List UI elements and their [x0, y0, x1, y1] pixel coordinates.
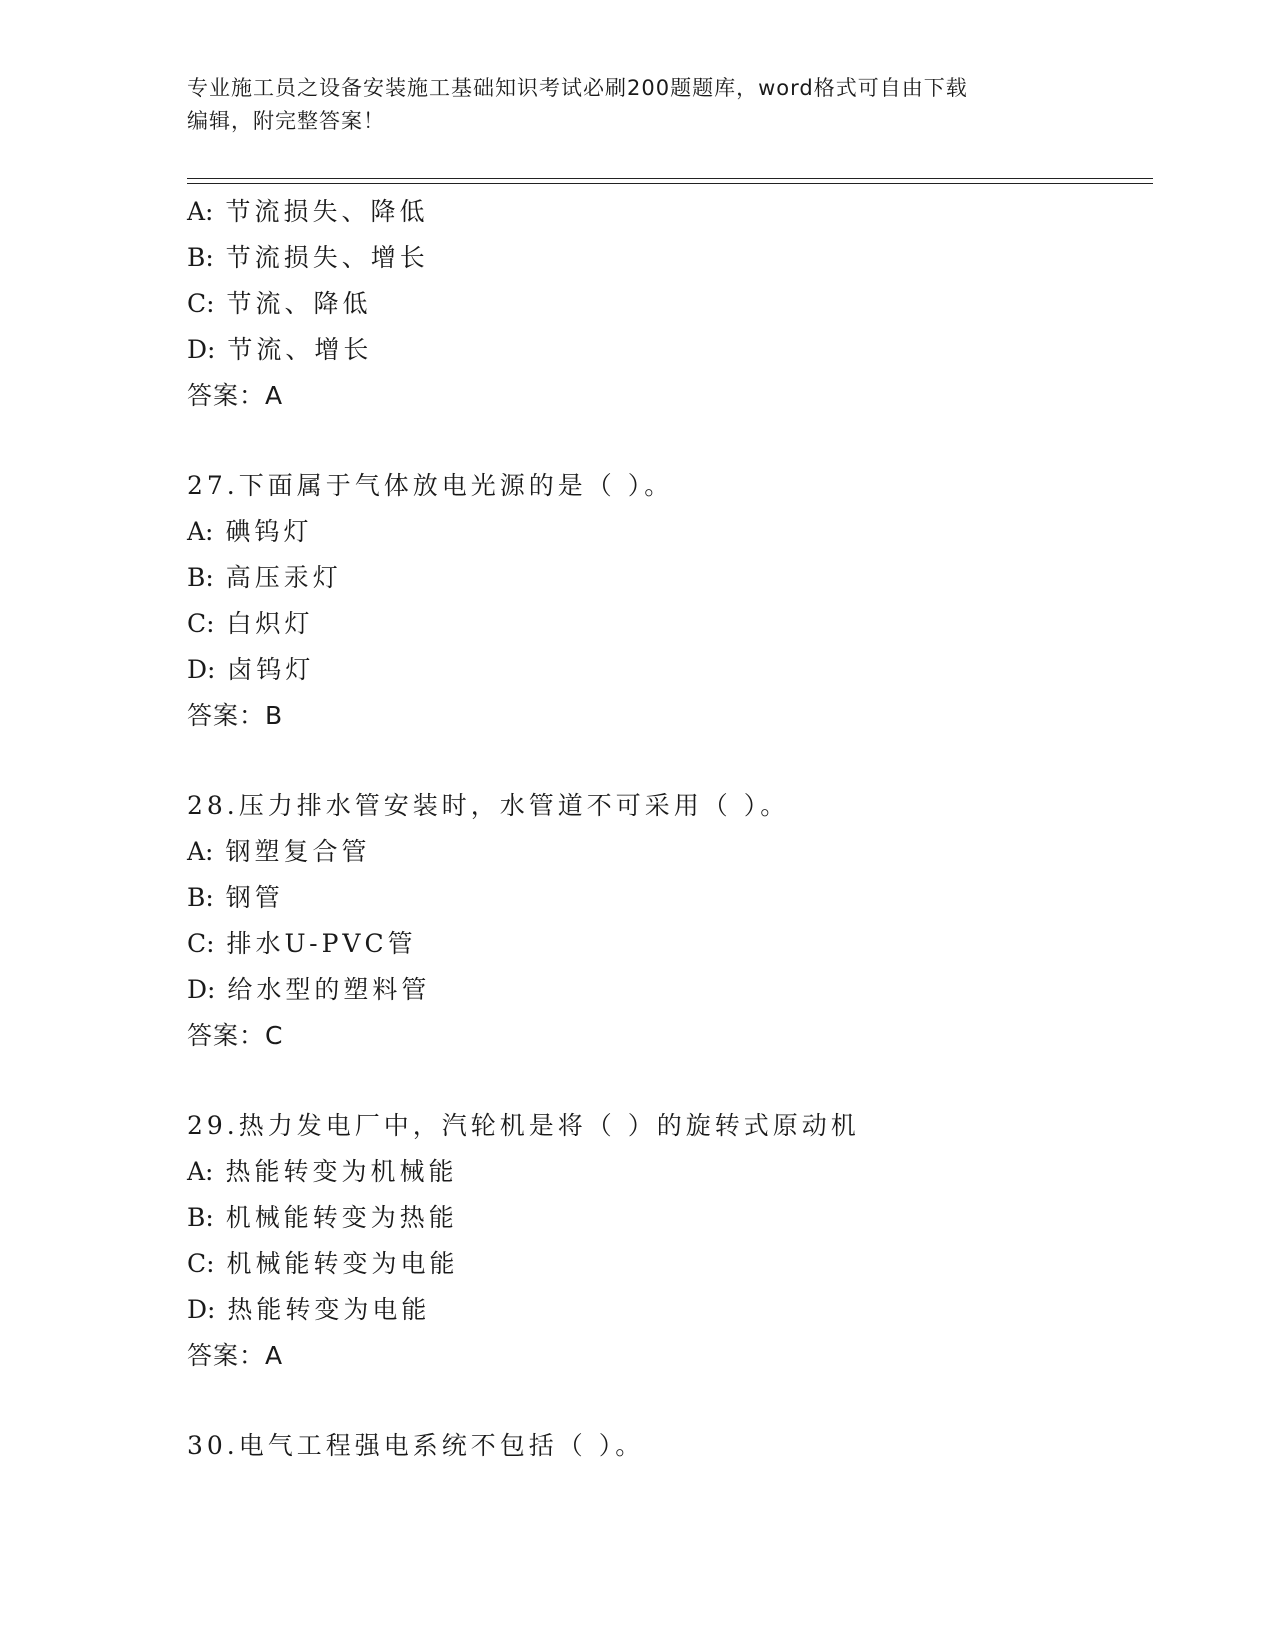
spacer: [187, 739, 1153, 783]
question-27: [187, 463, 1153, 739]
header-divider-top: [187, 178, 1153, 179]
header-line-2: 编辑，附完整答案！: [187, 109, 385, 133]
answer-line: 答案：B: [187, 701, 284, 730]
question-text: 30.电气工程强电系统不包括（ ）。: [187, 1431, 645, 1460]
option-d: D: 卤钨灯: [187, 655, 315, 684]
option-c: C: 机械能转变为电能: [187, 1249, 459, 1278]
answer-line: 答案：C: [187, 1021, 284, 1050]
option-c: C: 白炽灯: [187, 609, 314, 638]
option-d: D: 给水型的塑料管: [187, 975, 431, 1004]
header-divider-bottom: [187, 183, 1153, 184]
option-b: B: 节流损失、增长: [187, 243, 429, 272]
option-a: A: 节流损失、降低: [187, 197, 429, 226]
option-b: B: 钢管: [187, 883, 284, 912]
option-b: B: 机械能转变为热能: [187, 1203, 458, 1232]
question-text: 27.下面属于气体放电光源的是（ ）。: [187, 471, 674, 500]
option-a: A: 钢塑复合管: [187, 837, 371, 866]
option-a: A: 碘钨灯: [187, 517, 313, 546]
option-a: A: 热能转变为机械能: [187, 1157, 458, 1186]
question-26: [187, 189, 1153, 419]
option-d: D: 热能转变为电能: [187, 1295, 431, 1324]
answer-line: 答案：A: [187, 381, 284, 410]
question-28: [187, 783, 1153, 1059]
option-c: C: 节流、降低: [187, 289, 372, 318]
spacer: [187, 419, 1153, 463]
header-line-1: 专业施工员之设备安装施工基础知识考试必刷200题题库，word格式可自由下载: [187, 76, 968, 100]
question-text: 28.压力排水管安装时，水管道不可采用（ ）。: [187, 791, 790, 820]
option-b: B: 高压汞灯: [187, 563, 342, 592]
document-header: [187, 72, 1087, 138]
answer-line: 答案：A: [187, 1341, 284, 1370]
option-d: D: 节流、增长: [187, 335, 373, 364]
spacer: [187, 1059, 1153, 1103]
option-c: C: 排水U-PVC管: [187, 929, 417, 958]
question-29: [187, 1103, 1153, 1379]
spacer: [187, 1379, 1153, 1423]
question-30: [187, 1423, 1153, 1469]
question-list: [187, 189, 1153, 1469]
question-text: 29.热力发电厂中，汽轮机是将（ ）的旋转式原动机: [187, 1111, 860, 1140]
